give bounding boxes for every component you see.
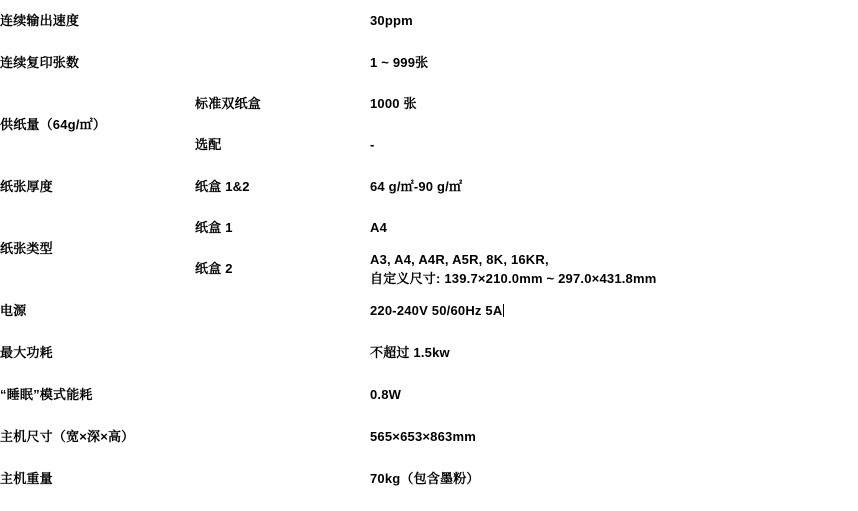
spec-value-line2: 自定义尺寸: 139.7×210.0mm ~ 297.0×431.8mm bbox=[370, 270, 657, 286]
spec-value: 不超过 1.5kw bbox=[370, 344, 450, 360]
table-row bbox=[0, 290, 858, 332]
spec-label: 纸张厚度 bbox=[0, 178, 53, 194]
spec-label: 纸张类型 bbox=[0, 240, 53, 256]
table-row bbox=[0, 166, 858, 208]
spec-sublabel bbox=[195, 42, 370, 84]
spec-value-text: 220-240V 50/60Hz 5A bbox=[370, 302, 503, 318]
spec-sublabel bbox=[195, 290, 370, 332]
table-row bbox=[0, 42, 858, 84]
spec-sublabel: 选配 bbox=[195, 137, 222, 153]
table-row bbox=[0, 332, 858, 374]
spec-value: 0.8W bbox=[370, 386, 402, 402]
spec-value: 70kg（包含墨粉） bbox=[370, 470, 480, 486]
spec-label: 连续输出速度 bbox=[0, 12, 80, 28]
spec-sublabel: 纸盒 2 bbox=[195, 261, 233, 277]
text-caret bbox=[503, 304, 504, 317]
spec-sublabel bbox=[195, 458, 370, 500]
spec-value: 30ppm bbox=[370, 12, 413, 28]
spec-label: “睡眠”模式能耗 bbox=[0, 386, 93, 402]
spec-label: 供纸量（64g/㎡） bbox=[0, 116, 107, 132]
spec-value-line1: A3, A4, A4R, A5R, 8K, 16KR, bbox=[370, 251, 549, 267]
spec-sublabel bbox=[195, 374, 370, 416]
spec-label: 连续复印张数 bbox=[0, 54, 80, 70]
spec-sublabel bbox=[195, 0, 370, 42]
spec-value: 1000 张 bbox=[370, 96, 417, 112]
table-row bbox=[0, 84, 858, 125]
spec-value: - bbox=[370, 137, 375, 153]
table-row bbox=[0, 416, 858, 458]
table-row bbox=[0, 458, 858, 500]
spec-value: 1 ~ 999张 bbox=[370, 54, 429, 70]
spec-sublabel: 标准双纸盒 bbox=[195, 96, 262, 112]
spec-label: 最大功耗 bbox=[0, 344, 53, 360]
spec-value: A4 bbox=[370, 220, 388, 236]
spec-label: 主机尺寸（宽×深×高） bbox=[0, 428, 135, 444]
table-row bbox=[0, 374, 858, 416]
spec-sublabel: 纸盒 1 bbox=[195, 220, 233, 236]
spec-sublabel bbox=[195, 416, 370, 458]
spec-label: 电源 bbox=[0, 302, 27, 318]
spec-value bbox=[370, 249, 858, 290]
table-row bbox=[0, 0, 858, 42]
spec-value: 565×653×863mm bbox=[370, 428, 476, 444]
spec-value bbox=[370, 290, 858, 332]
spec-value: 64 g/㎡-90 g/㎡ bbox=[370, 178, 463, 194]
spec-sublabel bbox=[195, 332, 370, 374]
spec-label: 主机重量 bbox=[0, 470, 53, 486]
table-row bbox=[0, 208, 858, 249]
spec-sublabel: 纸盒 1&2 bbox=[195, 178, 250, 194]
